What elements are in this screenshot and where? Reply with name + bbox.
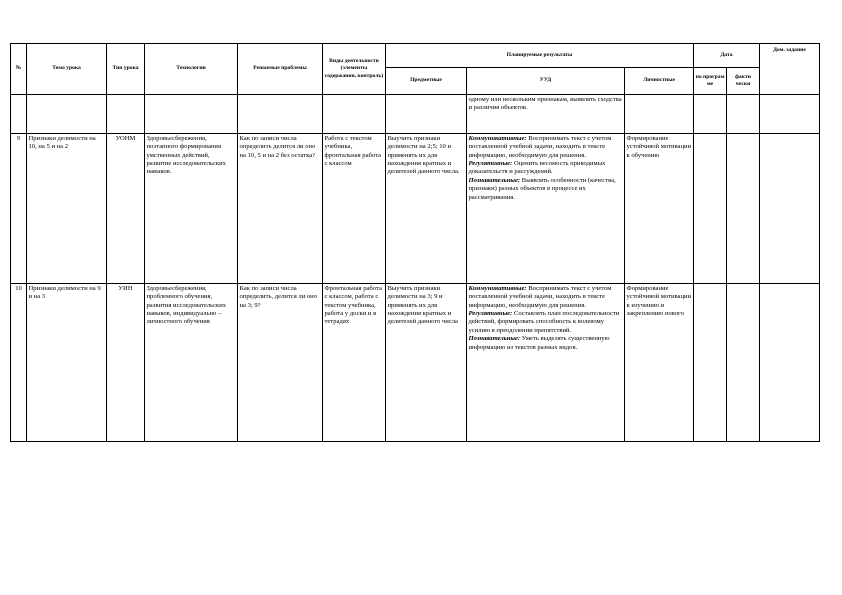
table-row-continuation [11,95,820,134]
cell-technologies: Здоровьесбережения, проблемного обучения, развития исследовательских навыков, индивидуально – личностного обучения [145,284,238,442]
uud-cognitive [469,335,623,352]
cell-technologies: Здоровьесбережения, поэтапного формирования умственных действий, развитие исследовательских навыков. [145,134,238,284]
cell-uud [467,284,625,442]
header-date-program: по програм ме [694,68,727,95]
cell-problems: Как по записи числа определить, делится ли оно на 3; 9? [238,284,323,442]
cell-empty [238,95,323,134]
header-row-1 [11,44,820,68]
cell-empty [145,95,238,134]
lesson-plan-table [10,43,820,442]
header-activities: Виды деятельности (элементы содержания, контроль) [323,44,386,95]
cell-empty [694,95,727,134]
table-row-lesson-10 [11,284,820,442]
cell-date-actual [727,134,760,284]
cell-personal-results: Формирование устойчивой мотивации к обучению [625,134,694,284]
cell-date-program [694,284,727,442]
header-planned-results: Планируемые результаты [386,44,694,68]
uud-label: Регулятивные: [468,160,513,168]
cell-date-program [694,134,727,284]
header-homework: Дом. задание [760,44,820,95]
header-technologies: Технологии [145,44,238,95]
cell-empty [386,95,467,134]
uud-communicative [469,285,623,310]
uud-text: Оценить весомость приводимых доказательств и рассуждений. [468,160,606,176]
cell-problems: Как по записи числа определить делится ли оно на 10, 5 и на 2 без остатка? [238,134,323,284]
uud-regulative [469,160,623,177]
uud-regulative [469,310,623,335]
cell-homework [760,284,820,442]
cell-empty [107,95,145,134]
header-date: Дата [694,44,760,68]
uud-label: Коммуникативные: [468,135,527,142]
cell-number: 10 [11,284,27,442]
uud-label: Познавательные: [468,176,521,184]
cell-activities: Фронтальная работа с классом, работа с текстом учебника, работа у доски и в тетрадях [323,284,386,442]
uud-label: Коммуникативные: [468,285,527,292]
cell-empty [27,95,107,134]
header-problems: Решаемые проблемы [238,44,323,95]
table-row-lesson-9 [11,134,820,284]
cell-topic: Признаки делимости на 10, на 5 и на 2 [27,134,107,284]
cell-empty [323,95,386,134]
cell-subject-results: Выучить признаки делимости на 3; 9 и применять их для нахождения кратных и делителей данного числа [386,284,467,442]
cell-number: 9 [11,134,27,284]
cell-empty [11,95,27,134]
cell-subject-results: Выучить признаки делимости на 2;5; 10 и применять их для нахождения кратных и делителей данного числа. [386,134,467,284]
cell-personal-results: Формирование устойчивой мотивации к изучению и закреплению нового [625,284,694,442]
cell-date-actual [727,284,760,442]
uud-text: Воспринимать текст с учетом поставленной учебной задачи, находить в тексте информацию, необходимую для решения. [468,135,612,159]
uud-label: Регулятивные: [468,310,513,318]
uud-communicative [469,135,623,160]
cell-empty [760,95,820,134]
cell-empty [727,95,760,134]
cell-activities: Работа с текстом учебника, фронтальная работа с классом [323,134,386,284]
header-personal-results: Личностные [625,68,694,95]
header-topic: Тема урока [27,44,107,95]
cell-lesson-type: УИН [107,284,145,442]
cell-empty [625,95,694,134]
header-uud: УУД [467,68,625,95]
uud-text: Воспринимать текст с учетом поставленной учебной задачи, находить в тексте информацию, необходимую для решения. [468,285,612,309]
header-lesson-type: Тип урока [107,44,145,95]
cell-uud-continuation: одному или нескольким признакам, выявлять сходства и различия объектов. [467,95,625,134]
uud-text: Выявлять особенности (качества, признаки) разных объектов в процессе их рассматривания. [468,176,616,201]
uud-text: Уметь выделять существенную информацию из текстов разных видов. [468,335,610,351]
cell-homework [760,134,820,284]
uud-cognitive [469,177,623,202]
cell-topic: Признаки делимости на 9 и на 3 [27,284,107,442]
cell-uud [467,134,625,284]
uud-label: Познавательные: [468,335,521,343]
header-number: № [11,44,27,95]
uud-text: Составлять план последовательности действий, формировать способность к волевому усилию в преодолении препятствий. [468,310,620,334]
cell-lesson-type: УОНМ [107,134,145,284]
header-subject-results: Предметные [386,68,467,95]
header-date-actual: факти чески [727,68,760,95]
